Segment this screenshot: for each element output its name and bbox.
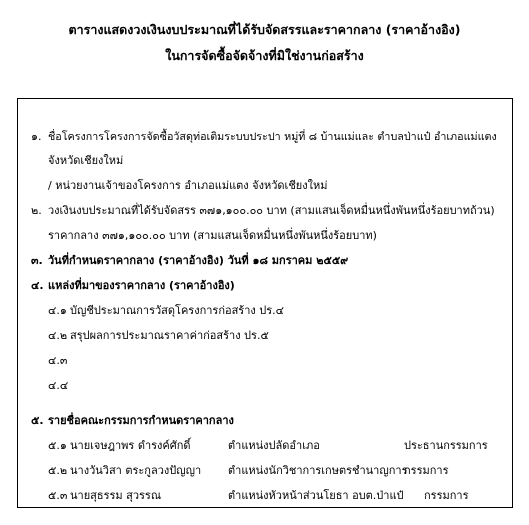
section-2-number: ๒.: [31, 204, 42, 217]
section-4-3-number: ๔.๓: [48, 354, 68, 367]
section-5-number: ๕.: [31, 414, 44, 427]
document-title-line-1: ตารางแสดงวงเงินงบประมาณที่ได้รับจัดสรรและราคากลาง (ราคาอ้างอิง): [68, 22, 461, 37]
member-3-name: นายสุธรรม สุวรรณ: [70, 489, 162, 502]
member-1-role: ประธานกรรมการ: [404, 439, 488, 452]
section-1-province: จังหวัดเชียงใหม่: [48, 154, 124, 167]
section-1-number: ๑.: [31, 130, 42, 143]
member-2-role: กรรมการ: [404, 464, 449, 477]
section-3-number: ๓.: [31, 254, 43, 267]
section-4-2-text: สรุปผลการประมาณราคาค่าก่อสร้าง ปร.๕: [70, 329, 269, 342]
section-4-1-text: บัญชีประมาณการวัสดุโครงการก่อสร้าง ปร.๔: [70, 304, 284, 317]
section-5-heading: รายชื่อคณะกรรมการกำหนดราคากลาง: [48, 414, 234, 427]
section-3-pricing-date: วันที่กำหนดราคากลาง (ราคาอ้างอิง) วันที่ ๑๘ มกราคม ๒๕๕๙: [48, 254, 349, 267]
section-2-budget: วงเงินงบประมาณที่ได้รับจัดสรร ๓๗๑,๑๐๐.๐๐ บาท (สามแสนเจ็ดหมื่นหนึ่งพันหนึ่งร้อยบาทถ้วน): [48, 204, 495, 217]
section-4-number: ๔.: [31, 279, 44, 292]
member-1-position: ตำแหน่งปลัดอำเภอ: [228, 439, 320, 452]
member-2-name: นางวันวิสา ตระกูลวงปัญญา: [70, 464, 202, 477]
section-1-project-name: ชื่อโครงการโครงการจัดซื้อวัสดุท่อเติมระบบประปา หมู่ที่ ๘ บ้านแม่และ ตำบลป่าแป๋ อำเภอแม่แตง: [48, 130, 497, 143]
section-4-4-number: ๔.๔: [48, 379, 69, 392]
member-3-position: ตำแหน่งหัวหน้าส่วนโยธา อบต.ป่าแป๋: [228, 489, 404, 502]
document-title-line-2: ในการจัดซื้อจัดจ้างที่มิใช่งานก่อสร้าง: [165, 48, 364, 63]
member-3-number: ๕.๓: [48, 489, 68, 502]
section-4-heading: แหล่งที่มาของราคากลาง (ราคาอ้างอิง): [48, 279, 235, 292]
member-2-position: ตำแหน่งนักวิชาการเกษตรชำนาญการ: [228, 464, 408, 477]
member-1-number: ๕.๑: [48, 439, 67, 452]
member-1-name: นายเจษฎาพร ดำรงค์ศักดิ์: [70, 439, 191, 452]
section-2-median-price: ราคากลาง ๓๗๑,๑๐๐.๐๐ บาท (สามแสนเจ็ดหมื่นหนึ่งพันหนึ่งร้อยบาท): [48, 229, 377, 242]
section-4-1-number: ๔.๑: [48, 304, 67, 317]
section-1-owner-agency: / หน่วยงานเจ้าของโครงการ อำเภอแม่แตง จังหวัดเชียงใหม่: [48, 179, 328, 192]
member-2-number: ๕.๒: [48, 464, 68, 477]
member-3-role: กรรมการ: [424, 489, 469, 502]
section-4-2-number: ๔.๒: [48, 329, 68, 342]
